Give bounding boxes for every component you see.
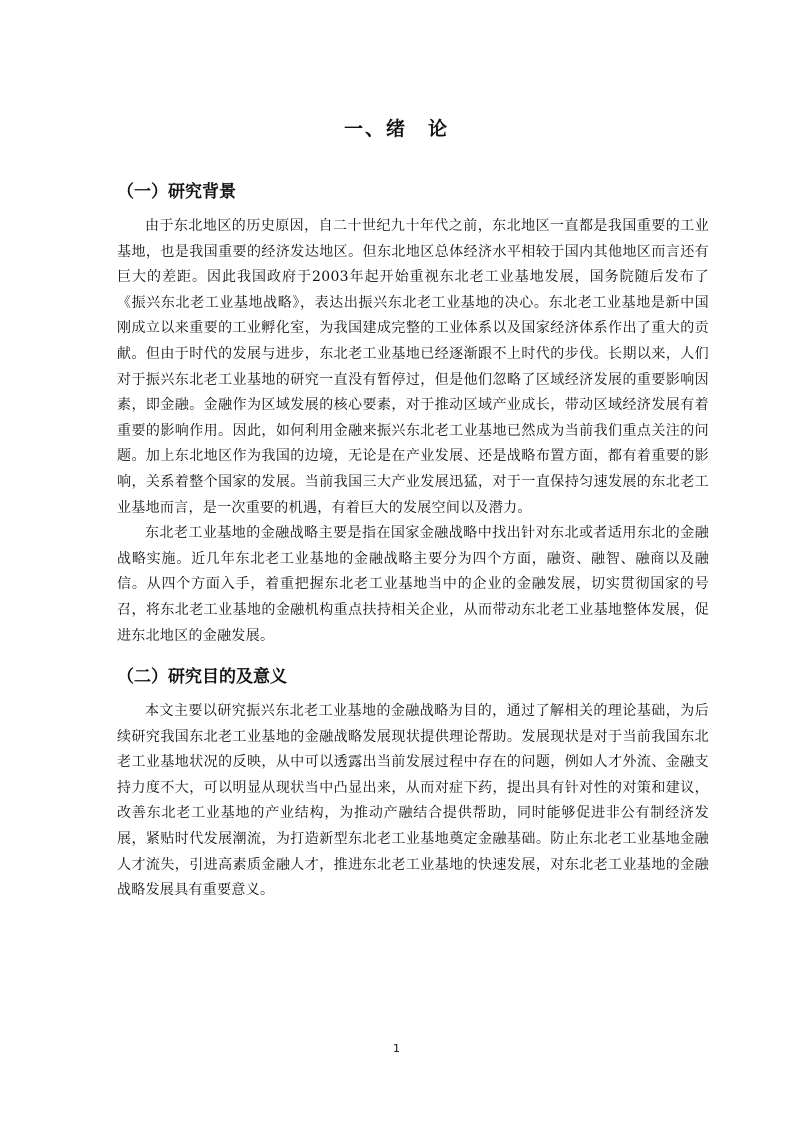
section-research-purpose — [117, 661, 709, 904]
section-heading: （一）研究背景 — [117, 182, 236, 202]
section-research-background — [117, 176, 709, 649]
chapter-title: 一、绪 论 — [343, 118, 449, 140]
paragraph: 本文主要以研究振兴东北老工业基地的金融战略为目的，通过了解相关的理论基础，为后续研究我国东北老工业基地的金融战略发展现状提供理论帮助。发展现状是对于当前我国东北老工业基地状况的反映，从中可以透露出当前发展过程中存在的问题，例如人才外流、金融支持力度不大，可以明显从现状当中凸显出来，从而对症下药，提出具有针对性的对策和建议，改善东北老工业基地的产业结构，为推动产融结合提供帮助，同时能够促进非公有制经济发展，紧贴时代发展潮流，为打造新型东北老工业基地奠定金融基础。防止东北老工业基地金融人才流失，引进高素质金融人才，推进东北老工业基地的快速发展，对东北老工业基地的金融战略发展具有重要意义。 — [117, 703, 709, 899]
paragraph: 东北老工业基地的金融战略主要是指在国家金融战略中找出针对东北或者适用东北的金融战略实施。近几年东北老工业基地的金融战略主要分为四个方面，融资、融智、融商以及融信。从四个方面入手，着重把握东北老工业基地当中的企业的金融发展，切实贯彻国家的号召，将东北老工业基地的金融机构重点扶持相关企业，从而带动东北老工业基地整体发展，促进东北地区的金融发展。 — [117, 525, 709, 644]
page-number: 1 — [393, 1042, 400, 1055]
section-heading: （二）研究目的及意义 — [117, 667, 287, 688]
paragraph: 由于东北地区的历史原因，自二十世纪九十年代之前，东北地区一直都是我国重要的工业基地，也是我国重要的经济发达地区。但东北地区总体经济水平相较于国内其他地区而言还有巨大的差距。因此我国政府于2003年起开始重视东北老工业基地发展，国务院随后发布了《振兴东北老工业基地战略》，表达出振兴东北老工业基地的决心。东北老工业基地是新中国刚成立以来重要的工业孵化室，为我国建成完整的工业体系以及国家经济体系作出了重大的贡献。但由于时代的发展与进步，东北老工业基地已经逐渐跟不上时代的步伐。长期以来，人们对于振兴东北老工业基地的研究一直没有暂停过，但是他们忽略了区域经济发展的重要影响因素，即金融。金融作为区域发展的核心要素，对于推动区域产业成长，带动区域经济发展有着重要的影响作用。因此，如何利用金融来振兴东北老工业基地已然成为当前我们重点关注的问题。加上东北地区作为我国的边境，无论是在产业发展、还是战略布置方面，都有着重要的影响，关系着整个国家的发展。当前我国三大产业发展迅猛，对于一直保持匀速发展的东北老工业基地而言，是一次重要的机遇，有着巨大的发展空间以及潜力。 — [117, 218, 709, 516]
document-body — [117, 176, 709, 904]
